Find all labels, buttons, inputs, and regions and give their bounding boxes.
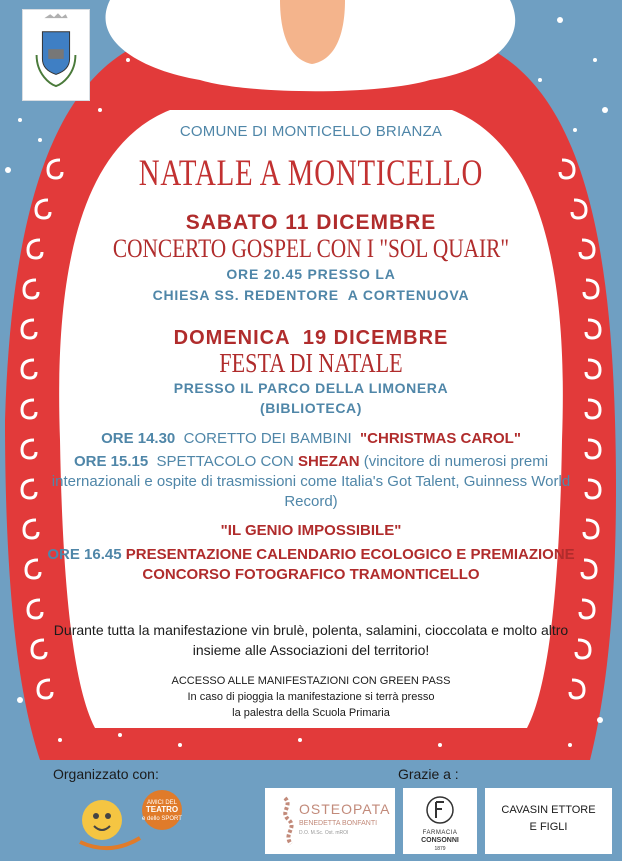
farmacia-logo-icon	[425, 794, 455, 828]
event-1-name: CONCERTO GOSPEL CON I "SOL QUAIR"	[112, 234, 510, 263]
program-item-3	[40, 545, 582, 585]
svg-text:e dello SPORT: e dello SPORT	[142, 816, 182, 822]
organized-label: Organizzato con:	[53, 766, 159, 782]
poster-title: NATALE A MONTICELLO	[138, 153, 484, 194]
svg-text:AMICI DEL: AMICI DEL	[146, 800, 178, 806]
event-1-time: ORE 20.45 PRESSO LA	[226, 266, 396, 282]
cavasin-name: CAVASIN ETTORE E FIGLI	[501, 804, 596, 833]
sponsor-cavasin	[485, 788, 612, 854]
sponsor-farmacia	[403, 788, 477, 854]
program-item-2	[40, 452, 582, 512]
program-item-2-desc: (vincitore di numerosi premi internazionali e ospite di trasmissioni come Italia's Got Talent, Guinness World Record)	[51, 453, 571, 510]
osteopata-name: OSTEOPATA	[299, 801, 391, 817]
thanks-label: Grazie a :	[398, 766, 459, 782]
program-item-1-title: "CHRISTMAS CAROL"	[360, 430, 521, 447]
sponsor-footer	[0, 760, 622, 861]
green-pass-note: ACCESSO ALLE MANIFESTAZIONI CON GREEN PASS	[171, 675, 451, 687]
program-item-3-text: PRESENTAZIONE CALENDARIO ECOLOGICO E PREMIAZIONE CONCORSO FOTOGRAFICO TRAMONTICELLO	[125, 546, 575, 583]
program-item-2-name: SHEZAN	[297, 453, 360, 470]
svg-text:TEATRO: TEATRO	[145, 805, 179, 814]
osteopata-person: BENEDETTA BONFANTI	[299, 820, 378, 827]
event-2-place: PRESSO IL PARCO DELLA LIMONERA	[173, 380, 449, 396]
sponsor-osteopata	[265, 788, 395, 854]
program-item-2-title: "IL GENIO IMPOSSIBILE"	[220, 522, 402, 539]
access-note	[80, 673, 542, 721]
farmacia-year: 1879	[434, 846, 446, 852]
rain-note: In caso di pioggia la manifestazione si terrà presso	[187, 691, 435, 703]
during-note: Durante tutta la manifestazione vin brulè, polenta, salamini, cioccolata e molto altro insieme alle Associazioni del territorio!	[53, 622, 569, 658]
program-item-1-time: ORE 14.30	[101, 430, 176, 447]
program-item-2-text: SPETTACOLO CON	[156, 453, 294, 470]
spine-icon	[275, 796, 295, 846]
event-2-name: FESTA DI NATALE	[219, 348, 403, 378]
program-item-3-time: ORE 16.45	[47, 546, 122, 563]
comune-name: COMUNE DI MONTICELLO BRIANZA	[179, 123, 443, 140]
event-2-place-detail: (BIBLIOTECA)	[259, 400, 363, 416]
osteopata-credentials: D.O. M.Sc. Ost. mROI	[299, 830, 349, 836]
program-item-2-time: ORE 15.15	[73, 453, 149, 470]
event-1-place: CHIESA SS. REDENTORE A CORTENUOVA	[152, 287, 470, 303]
rain-location: la palestra della Scuola Primaria	[232, 707, 390, 719]
organizer-logo	[74, 786, 184, 854]
farmacia-name: CONSONNI	[421, 837, 459, 844]
event-1-date: SABATO 11 DICEMBRE	[185, 211, 437, 234]
program-item-1	[40, 429, 582, 449]
farmacia-label: FARMACIA	[422, 830, 458, 836]
program-item-1-text: CORETTO DEI BAMBINI	[183, 430, 352, 447]
event-2-date: DOMENICA 19 DICEMBRE	[173, 327, 449, 349]
